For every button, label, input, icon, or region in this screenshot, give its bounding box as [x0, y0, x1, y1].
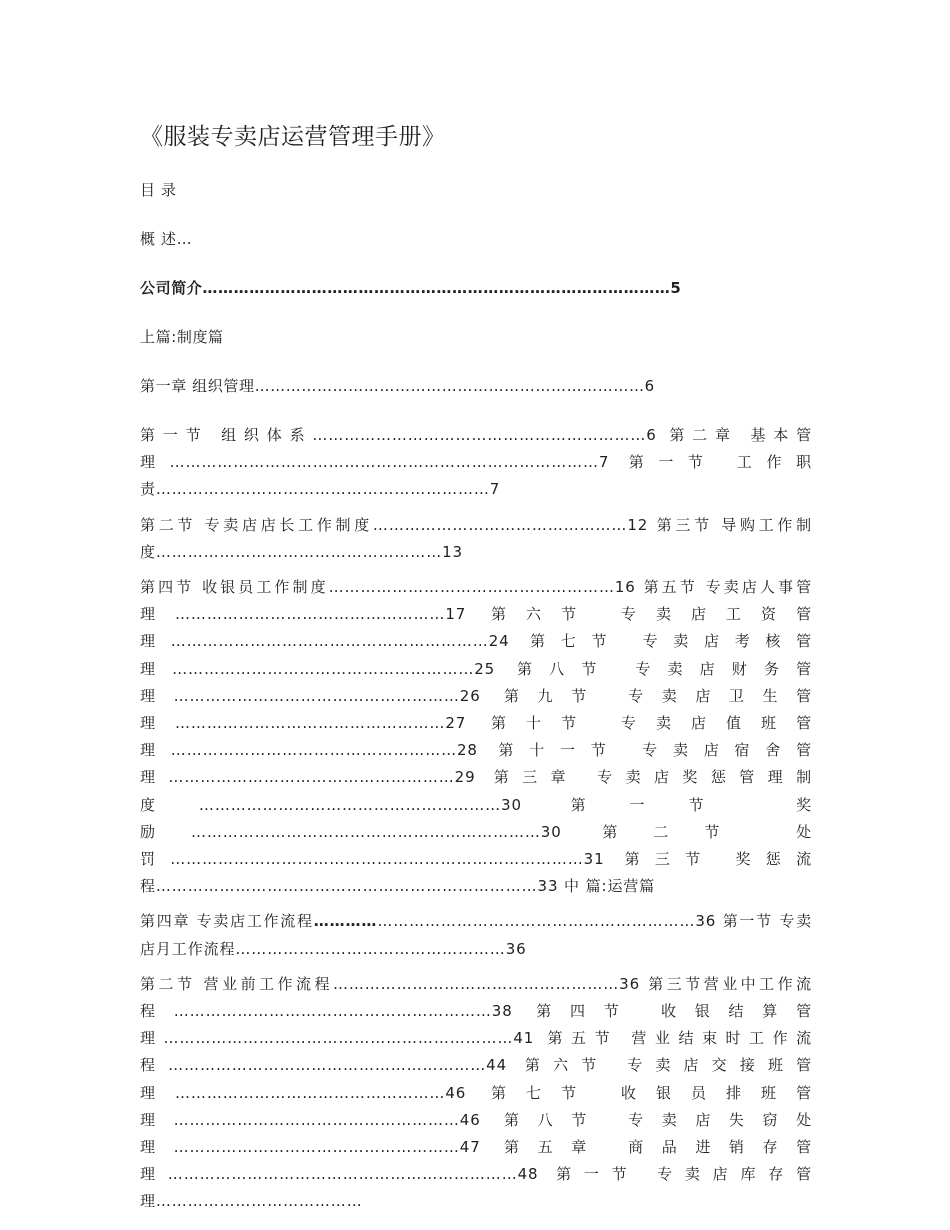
toc-company-intro: 公司简介………………………………………………………………………………5	[140, 279, 682, 297]
toc-paragraph: 第一节 组织体系………………………………………………………6 第二章 基本管理………………………………………………………………………7 第一节 工作职责………………………………………………………7	[140, 426, 812, 499]
chapter-four-title: 第四章 专卖店工作流程	[140, 912, 314, 931]
toc-paragraph: 第四节 收银员工作制度………………………………………………16 第五节 专卖店人事管理……………………………………………17 第六节 专卖店工资管理……………………………………………………24 第七节 专卖店考核管理…………………………………………………25 第八节 专卖店财务管理………………………………………………26 第九节 专卖店卫生管理……………………………………………27 第十节 专卖店值班管理………………………………………………28 第十一节 专卖店宿舍管理………………………………………………29 第三章 专卖店奖惩管理制度…………………………………………………30 第一节 奖励…………………………………………………………30 第二节 处罚……………………………………………………………………31 第三节 奖惩流程………………………………………………………………33 中 篇:运营篇	[140, 578, 812, 896]
document-page	[140, 118, 812, 1225]
toc-paragraph: 第二节 专卖店店长工作制度…………………………………………12 第三节 导购工作制度………………………………………………13	[140, 515, 812, 561]
chapter-four-bold-leader: …………	[313, 912, 378, 931]
chapter-four-rest: ……………………………………………………36 第一节 专卖店月工作流程……………………………………………36	[140, 912, 812, 958]
toc-paragraph: 第二节 营业前工作流程………………………………………………36 第三节营业中工作流程……………………………………………………38 第四节 收银结算管理…………………………………………………………41 第五节 营业结束时工作流程……………………………………………………44 第六节 专卖店交接班管理……………………………………………46 第七节 收银员排班管理………………………………………………46 第八节 专卖店失窃处理………………………………………………47 第五章 商品进销存管理…………………………………………………………48 第一节 专卖店库存管理…………………………………	[140, 974, 812, 1211]
toc-chapter-four	[140, 908, 812, 962]
toc-chapter-one: 第一章 组织管理…………………………………………………………………6	[140, 377, 655, 395]
toc-heading: 目 录	[140, 181, 177, 199]
document-title: 《服装专卖店运营管理手册》	[140, 124, 446, 150]
toc-overview: 概 述…	[140, 230, 193, 248]
toc-part-one: 上篇:制度篇	[140, 328, 224, 346]
